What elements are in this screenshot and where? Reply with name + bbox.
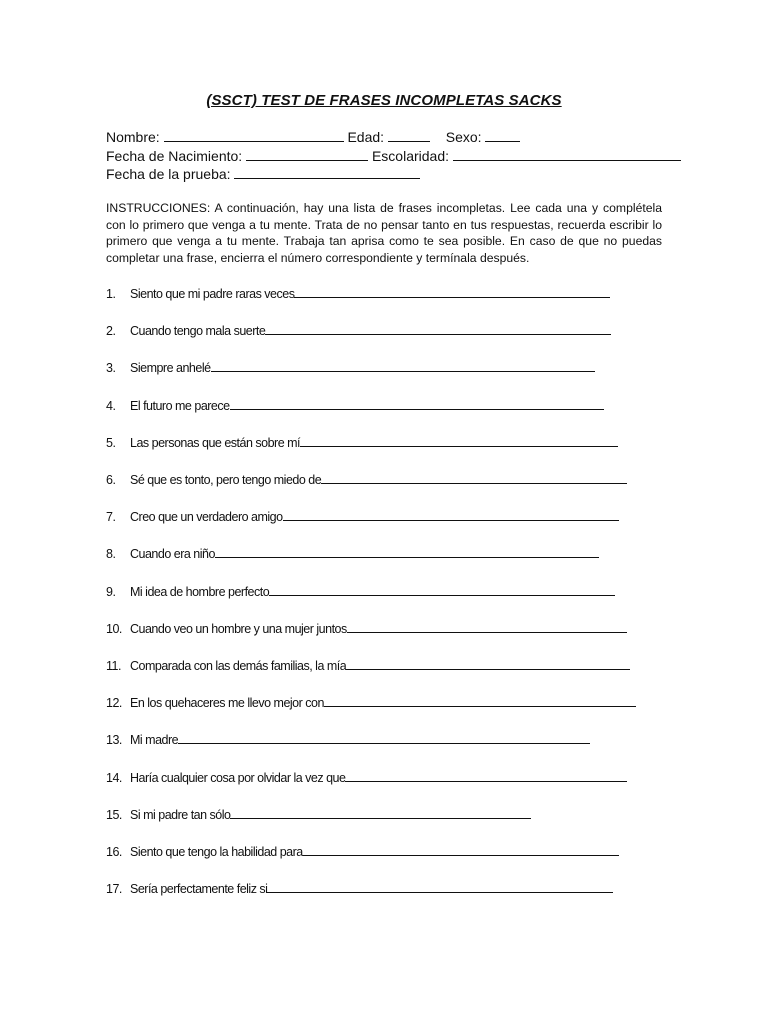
answer-blank[interactable] <box>346 658 630 670</box>
answer-blank[interactable] <box>283 509 619 521</box>
item-number: 16. <box>106 845 122 859</box>
sentence-item <box>106 770 627 790</box>
item-number: 1. <box>106 287 116 301</box>
item-number: 14. <box>106 771 122 785</box>
sexo-label: Sexo: <box>445 129 482 145</box>
sentence-stem: Haría cualquier cosa por olvidar la vez que <box>130 771 346 785</box>
sentence-item <box>106 398 604 418</box>
answer-blank[interactable] <box>265 323 611 335</box>
sentence-item <box>106 546 599 566</box>
sentence-stem: El futuro me parece <box>130 399 230 413</box>
item-number: 15. <box>106 808 122 822</box>
item-number: 10. <box>106 622 122 636</box>
document-title: (SSCT) TEST DE FRASES INCOMPLETAS SACKS <box>206 92 562 109</box>
sentence-stem: Siempre anhelé <box>130 361 211 375</box>
edad-field[interactable] <box>388 128 430 142</box>
answer-blank[interactable] <box>269 584 615 596</box>
sentence-stem: En los quehaceres me llevo mejor con <box>130 696 324 710</box>
answer-blank[interactable] <box>230 807 531 819</box>
item-number: 6. <box>106 473 116 487</box>
answer-blank[interactable] <box>178 732 590 744</box>
sentence-stem: Siento que tengo la habilidad para <box>130 845 303 859</box>
sentence-item <box>106 658 630 678</box>
answer-blank[interactable] <box>215 546 599 558</box>
answer-blank[interactable] <box>230 398 604 410</box>
sentence-stem: Mi madre <box>130 733 179 747</box>
item-number: 9. <box>106 585 116 599</box>
sentence-stem: Cuando veo un hombre y una mujer juntos <box>130 622 347 636</box>
answer-blank[interactable] <box>321 472 627 484</box>
sentence-stem: Cuando era niño <box>130 547 215 561</box>
sentence-item <box>106 584 615 604</box>
answer-blank[interactable] <box>211 360 595 372</box>
header-row-3 <box>106 165 420 183</box>
item-number: 17. <box>106 882 122 896</box>
sentence-stem: Comparada con las demás familias, la mía <box>130 659 347 673</box>
answer-blank[interactable] <box>267 881 613 893</box>
fecha-prueba-label: Fecha de la prueba: <box>106 166 231 182</box>
answer-blank[interactable] <box>300 435 618 447</box>
item-number: 2. <box>106 324 116 338</box>
edad-label: Edad: <box>347 129 385 145</box>
sentence-stem: Las personas que están sobre mí <box>130 436 301 450</box>
sentence-item <box>106 732 590 752</box>
item-number: 3. <box>106 361 116 375</box>
nombre-field[interactable] <box>164 128 344 142</box>
answer-blank[interactable] <box>324 695 636 707</box>
escolaridad-field[interactable] <box>453 147 681 161</box>
sentence-stem: Creo que un verdadero amigo <box>130 510 283 524</box>
fecha-prueba-field[interactable] <box>234 165 420 179</box>
sentence-stem: Cuando tengo mala suerte <box>130 324 266 338</box>
answer-blank[interactable] <box>294 286 610 298</box>
sentence-item <box>106 807 531 827</box>
sentence-stem: Sé que es tonto, pero tengo miedo de <box>130 473 322 487</box>
sentence-item <box>106 435 618 455</box>
sentence-item <box>106 881 613 901</box>
answer-blank[interactable] <box>303 844 619 856</box>
answer-blank[interactable] <box>347 621 627 633</box>
nombre-label: Nombre: <box>106 129 160 145</box>
item-number: 4. <box>106 399 116 413</box>
sentence-item <box>106 286 610 306</box>
item-number: 8. <box>106 547 116 561</box>
fecha-nacimiento-label: Fecha de Nacimiento: <box>106 148 243 164</box>
sentence-stem: Sería perfectamente feliz si <box>130 882 268 896</box>
sentence-stem: Siento que mi padre raras veces <box>130 287 295 301</box>
sentence-item <box>106 360 595 380</box>
fecha-nacimiento-field[interactable] <box>246 147 368 161</box>
item-number: 5. <box>106 436 116 450</box>
item-number: 7. <box>106 510 116 524</box>
escolaridad-label: Escolaridad: <box>371 148 450 164</box>
item-number: 12. <box>106 696 122 710</box>
sentence-item <box>106 472 627 492</box>
sentence-item <box>106 695 636 715</box>
instructions-paragraph: INSTRUCCIONES: A continuación, hay una lista de frases incompletas. Lee cada una y complétela con lo primero que venga a tu mente. Trata de no pensar tanto en tus respuestas, recuerda escribir lo primero que venga a tu mente. Trabaja tan aprisa como te sea posible. En caso de que no puedas completar una frase, encierra el número correspondiente y termínala después. <box>106 201 662 265</box>
item-number: 11. <box>106 659 121 673</box>
sexo-field[interactable] <box>485 128 520 142</box>
sentence-stem: Si mi padre tan sólo <box>130 808 231 822</box>
sentence-item <box>106 323 611 343</box>
sentence-item <box>106 844 619 864</box>
sentence-item <box>106 509 619 529</box>
sentence-stem: Mi idea de hombre perfecto <box>130 585 270 599</box>
header-row-1 <box>106 128 520 146</box>
sentence-item <box>106 621 627 641</box>
answer-blank[interactable] <box>345 770 627 782</box>
header-row-2 <box>106 147 681 165</box>
item-number: 13. <box>106 733 122 747</box>
